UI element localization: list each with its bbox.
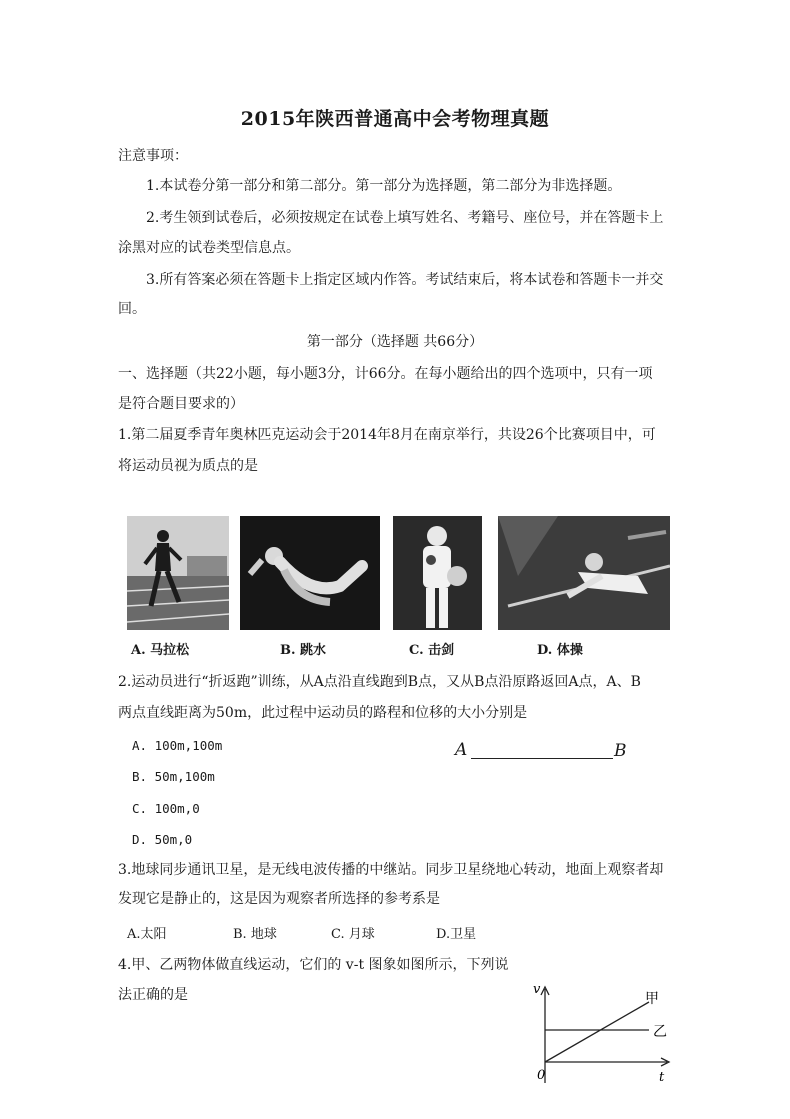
q1-stem-line-2: 将运动员视为质点的是 — [118, 458, 258, 474]
q3-stem-line-2: 发现它是静止的，这是因为观察者所选择的参考系是 — [118, 891, 440, 907]
notice-item-3-line-2: 回。 — [118, 301, 146, 317]
part1-heading: 第一部分（选择题 共66分） — [306, 334, 484, 350]
photo-gymnastics — [498, 516, 670, 630]
section1-instruction-line-2: 是符合题目要求的） — [118, 396, 244, 412]
q4-stem-line-2: 法正确的是 — [118, 987, 188, 1003]
q2-figure-segment — [471, 758, 613, 759]
q2-stem-line-2: 两点直线距离为50m，此过程中运动员的路程和位移的大小分别是 — [118, 705, 528, 721]
caption-b-diving: B. 跳水 — [280, 643, 327, 658]
photo-fencing — [393, 516, 482, 630]
q2-option-b: B. 50m,100m — [132, 769, 215, 784]
q3-stem-line-1: 3.地球同步通讯卫星，是无线电波传播的中继站。同步卫星绕地心转动，地面上观察者却 — [118, 862, 664, 878]
q3-option-c: C. 月球 — [331, 927, 375, 942]
series-yi-label: 乙 — [653, 1024, 667, 1040]
q2-option-d: D. 50m,0 — [132, 832, 193, 847]
q2-figure-point-a: A — [455, 740, 468, 760]
series-jia-label: 甲 — [645, 991, 659, 1007]
q3-option-b: B. 地球 — [233, 927, 277, 942]
q1-stem-line-1: 1.第二届夏季青年奥林匹克运动会于2014年8月在南京举行，共设26个比赛项目中，可 — [118, 427, 656, 443]
notice-item-2-line-1: 2.考生领到试卷后，必须按规定在试卷上填写姓名、考籍号、座位号，并在答题卡上 — [146, 210, 664, 226]
origin-label: 0 — [537, 1068, 546, 1083]
notice-item-3-line-1: 3.所有答案必须在答题卡上指定区域内作答。考试结束后，将本试卷和答题卡一并交 — [146, 272, 664, 288]
q3-option-a: A.太阳 — [127, 927, 167, 942]
section1-instruction-line-1: 一、选择题（共22小题，每小题3分，计66分。在每小题给出的四个选项中，只有一项 — [118, 366, 653, 382]
caption-d-gymnastics: D. 体操 — [537, 643, 583, 658]
notice-item-2-line-2: 涂黑对应的试卷类型信息点。 — [118, 240, 300, 256]
q3-option-d: D.卫星 — [436, 927, 477, 942]
series-jia-line — [545, 1002, 649, 1062]
notice-heading: 注意事项： — [118, 148, 188, 164]
photo-diving — [240, 516, 380, 630]
notice-item-1: 1.本试卷分第一部分和第二部分。第一部分为选择题，第二部分为非选择题。 — [146, 178, 622, 194]
q4-stem-line-1: 4.甲、乙两物体做直线运动，它们的 v-t 图象如图所示，下列说 — [118, 957, 509, 973]
v-axis-label: v — [533, 982, 541, 997]
page-title: 2015年陕西普通高中会考物理真题 — [240, 108, 550, 130]
caption-a-marathon: A. 马拉松 — [131, 643, 190, 658]
photo-marathon — [127, 516, 229, 630]
q2-stem-line-1: 2.运动员进行“折返跑”训练，从A点沿直线跑到B点，又从B点沿原路返回A点，A、B — [118, 674, 641, 690]
t-axis-label: t — [659, 1070, 665, 1085]
q2-figure-point-b: B — [614, 741, 627, 761]
q2-option-a: A. 100m,100m — [132, 738, 223, 753]
caption-c-fencing: C. 击剑 — [409, 643, 455, 658]
q4-vt-graph — [525, 975, 675, 1087]
q2-option-c: C. 100m,0 — [132, 801, 200, 816]
